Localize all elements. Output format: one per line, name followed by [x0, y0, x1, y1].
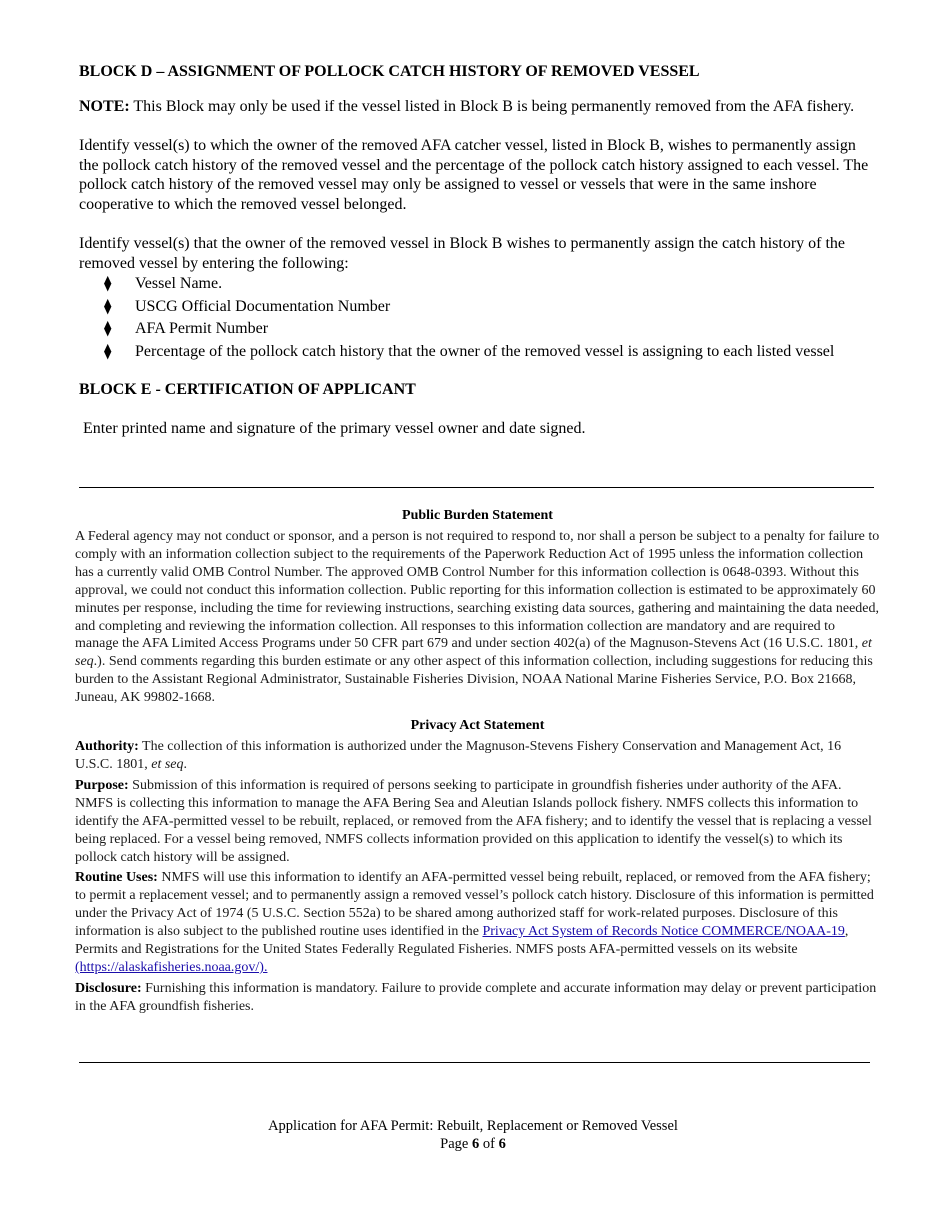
public-burden-text: A Federal agency may not conduct or sponsor, and a person is not required to respond to, nor shall a person be subject to a penalty for failure to comply with an information collection subject to the requirements of the Paperwork Reduction Act of 1995 unless the information collection has a currently valid OMB Control Number. The approved OMB Control Number for this information collection is 0648-0393. Without this approval, we could not conduct this information collection. Public reporting for this information collection is estimated to be approximately 60 minutes per response, including the time for reviewing instructions, searching existing data sources, gathering and maintaining the data needed, and completing and reviewing the information collection. All responses to this information collection are mandatory and are required to manage the AFA Limited Access Programs under 50 CFR part 679 and under section 402(a) of the Magnuson-Stevens Act (16 U.S.C. 1801, et seq.). Send comments regarding this burden estimate or any other aspect of this information collection, including suggestions for reducing this burden to the Assistant Regional Administrator, Sustainable Fisheries Division, NOAA National Marine Fisheries Service, P.O. Box 21668, Juneau, AK 99802-1668.: [75, 529, 880, 706]
purpose-paragraph: Purpose: Submission of this information is required of persons seeking to participate in groundfish fisheries under authority of the AFA. NMFS is collecting this information to manage the AFA Bering Sea and Aleutian Islands pollock fishery. NMFS collects this information to identify the AFA-permitted vessel to be rebuilt, replaced, or removed from the AFA fishery; and to identify the vessel that is replacing a vessel being replaced. For a vessel being removed, NMFS collects information provided on this application to identify the vessel(s) to which its pollock catch history will be assigned.: [75, 777, 872, 865]
website-link[interactable]: (https://alaskafisheries.noaa.gov/).: [75, 959, 268, 975]
public-burden-heading: Public Burden Statement: [402, 508, 553, 523]
block-e-heading: BLOCK E - CERTIFICATION OF APPLICANT: [79, 381, 416, 399]
diamond-bullet-icon: ⧫: [104, 321, 112, 338]
diamond-bullet-icon: ⧫: [104, 276, 112, 292]
disclosure-paragraph: Disclosure: Furnishing this information is mandatory. Failure to provide complete and accurate information may delay or prevent participation in the AFA groundfish fisheries.: [75, 980, 877, 1014]
statements-section: [75, 506, 880, 1019]
block-d-note: [79, 97, 879, 117]
footer-title: Application for AFA Permit: Rebuilt, Replacement or Removed Vessel: [268, 1118, 678, 1134]
block-d-paragraph-1: Identify vessel(s) to which the owner of the removed AFA catcher vessel, listed in Block B, wishes to permanently assign the pollock catch history of the removed vessel and the percentage of the pollock catch history assigned to each vessel. The pollock catch history of the removed vessel may only be assigned to vessel or vessels that were in the same inshore cooperative to which the removed vessel belonged.: [79, 137, 869, 213]
block-d-heading: BLOCK D – ASSIGNMENT OF POLLOCK CATCH HISTORY OF REMOVED VESSEL: [79, 63, 700, 80]
note-label: NOTE:: [79, 97, 130, 115]
list-item: ⧫ Vessel Name.: [104, 273, 879, 296]
divider-bottom: [79, 1062, 870, 1063]
note-text: This Block may only be used if the vessel listed in Block B is being permanently removed from the AFA fishery.: [129, 97, 855, 115]
authority-label: Authority:: [75, 739, 139, 755]
routine-uses-label: Routine Uses:: [75, 870, 158, 886]
instructions-section: [79, 62, 879, 438]
divider-top: [79, 487, 874, 488]
sorn-link[interactable]: Privacy Act System of Records Notice COMMERCE/NOAA-19: [482, 924, 845, 940]
purpose-label: Purpose:: [75, 777, 129, 793]
list-item: ⧫ AFA Permit Number: [104, 318, 879, 341]
privacy-act-heading: Privacy Act Statement: [410, 718, 545, 734]
list-item: ⧫ USCG Official Documentation Number: [104, 296, 879, 319]
diamond-bullet-icon: ⧫: [104, 343, 112, 360]
list-item: ⧫ Percentage of the pollock catch history that the owner of the removed vessel is assigning to each listed vessel: [104, 341, 879, 364]
block-e-text: Enter printed name and signature of the primary vessel owner and date signed.: [83, 419, 586, 437]
routine-uses-paragraph: Routine Uses: NMFS will use this information to identify an AFA-permitted vessel being rebuilt, replaced, or removed from the AFA fishery; to permit a replacement vessel; and to permanently assign a removed vessel’s pollock catch history. Disclosure of this information is permitted under the Privacy Act of 1974 (5 U.S.C. Section 552a) to be shared among authorized staff for work-related purposes. Disclosure of this information is also subject to the published routine uses identified in the Privacy Act System of Records Notice COMMERCE/NOAA-19, Permits and Registrations for the United States Federally Regulated Fisheries. NMFS posts AFA-permitted vessels on its website (https://alaskafisheries.noaa.gov/).: [75, 870, 874, 975]
diamond-bullet-icon: ⧫: [104, 298, 112, 315]
page-footer: [0, 1117, 946, 1153]
page-number: Page 6 of 6: [440, 1136, 506, 1152]
disclosure-label: Disclosure:: [75, 980, 142, 996]
block-d-paragraph-2: Identify vessel(s) that the owner of the removed vessel in Block B wishes to permanently assign the catch history of the removed vessel by entering the following:: [79, 235, 846, 272]
block-d-bullet-list: [79, 273, 879, 363]
authority-paragraph: Authority: The collection of this information is authorized under the Magnuson-Stevens Fishery Conservation and Management Act, 16 U.S.C. 1801, et seq.: [75, 739, 842, 772]
